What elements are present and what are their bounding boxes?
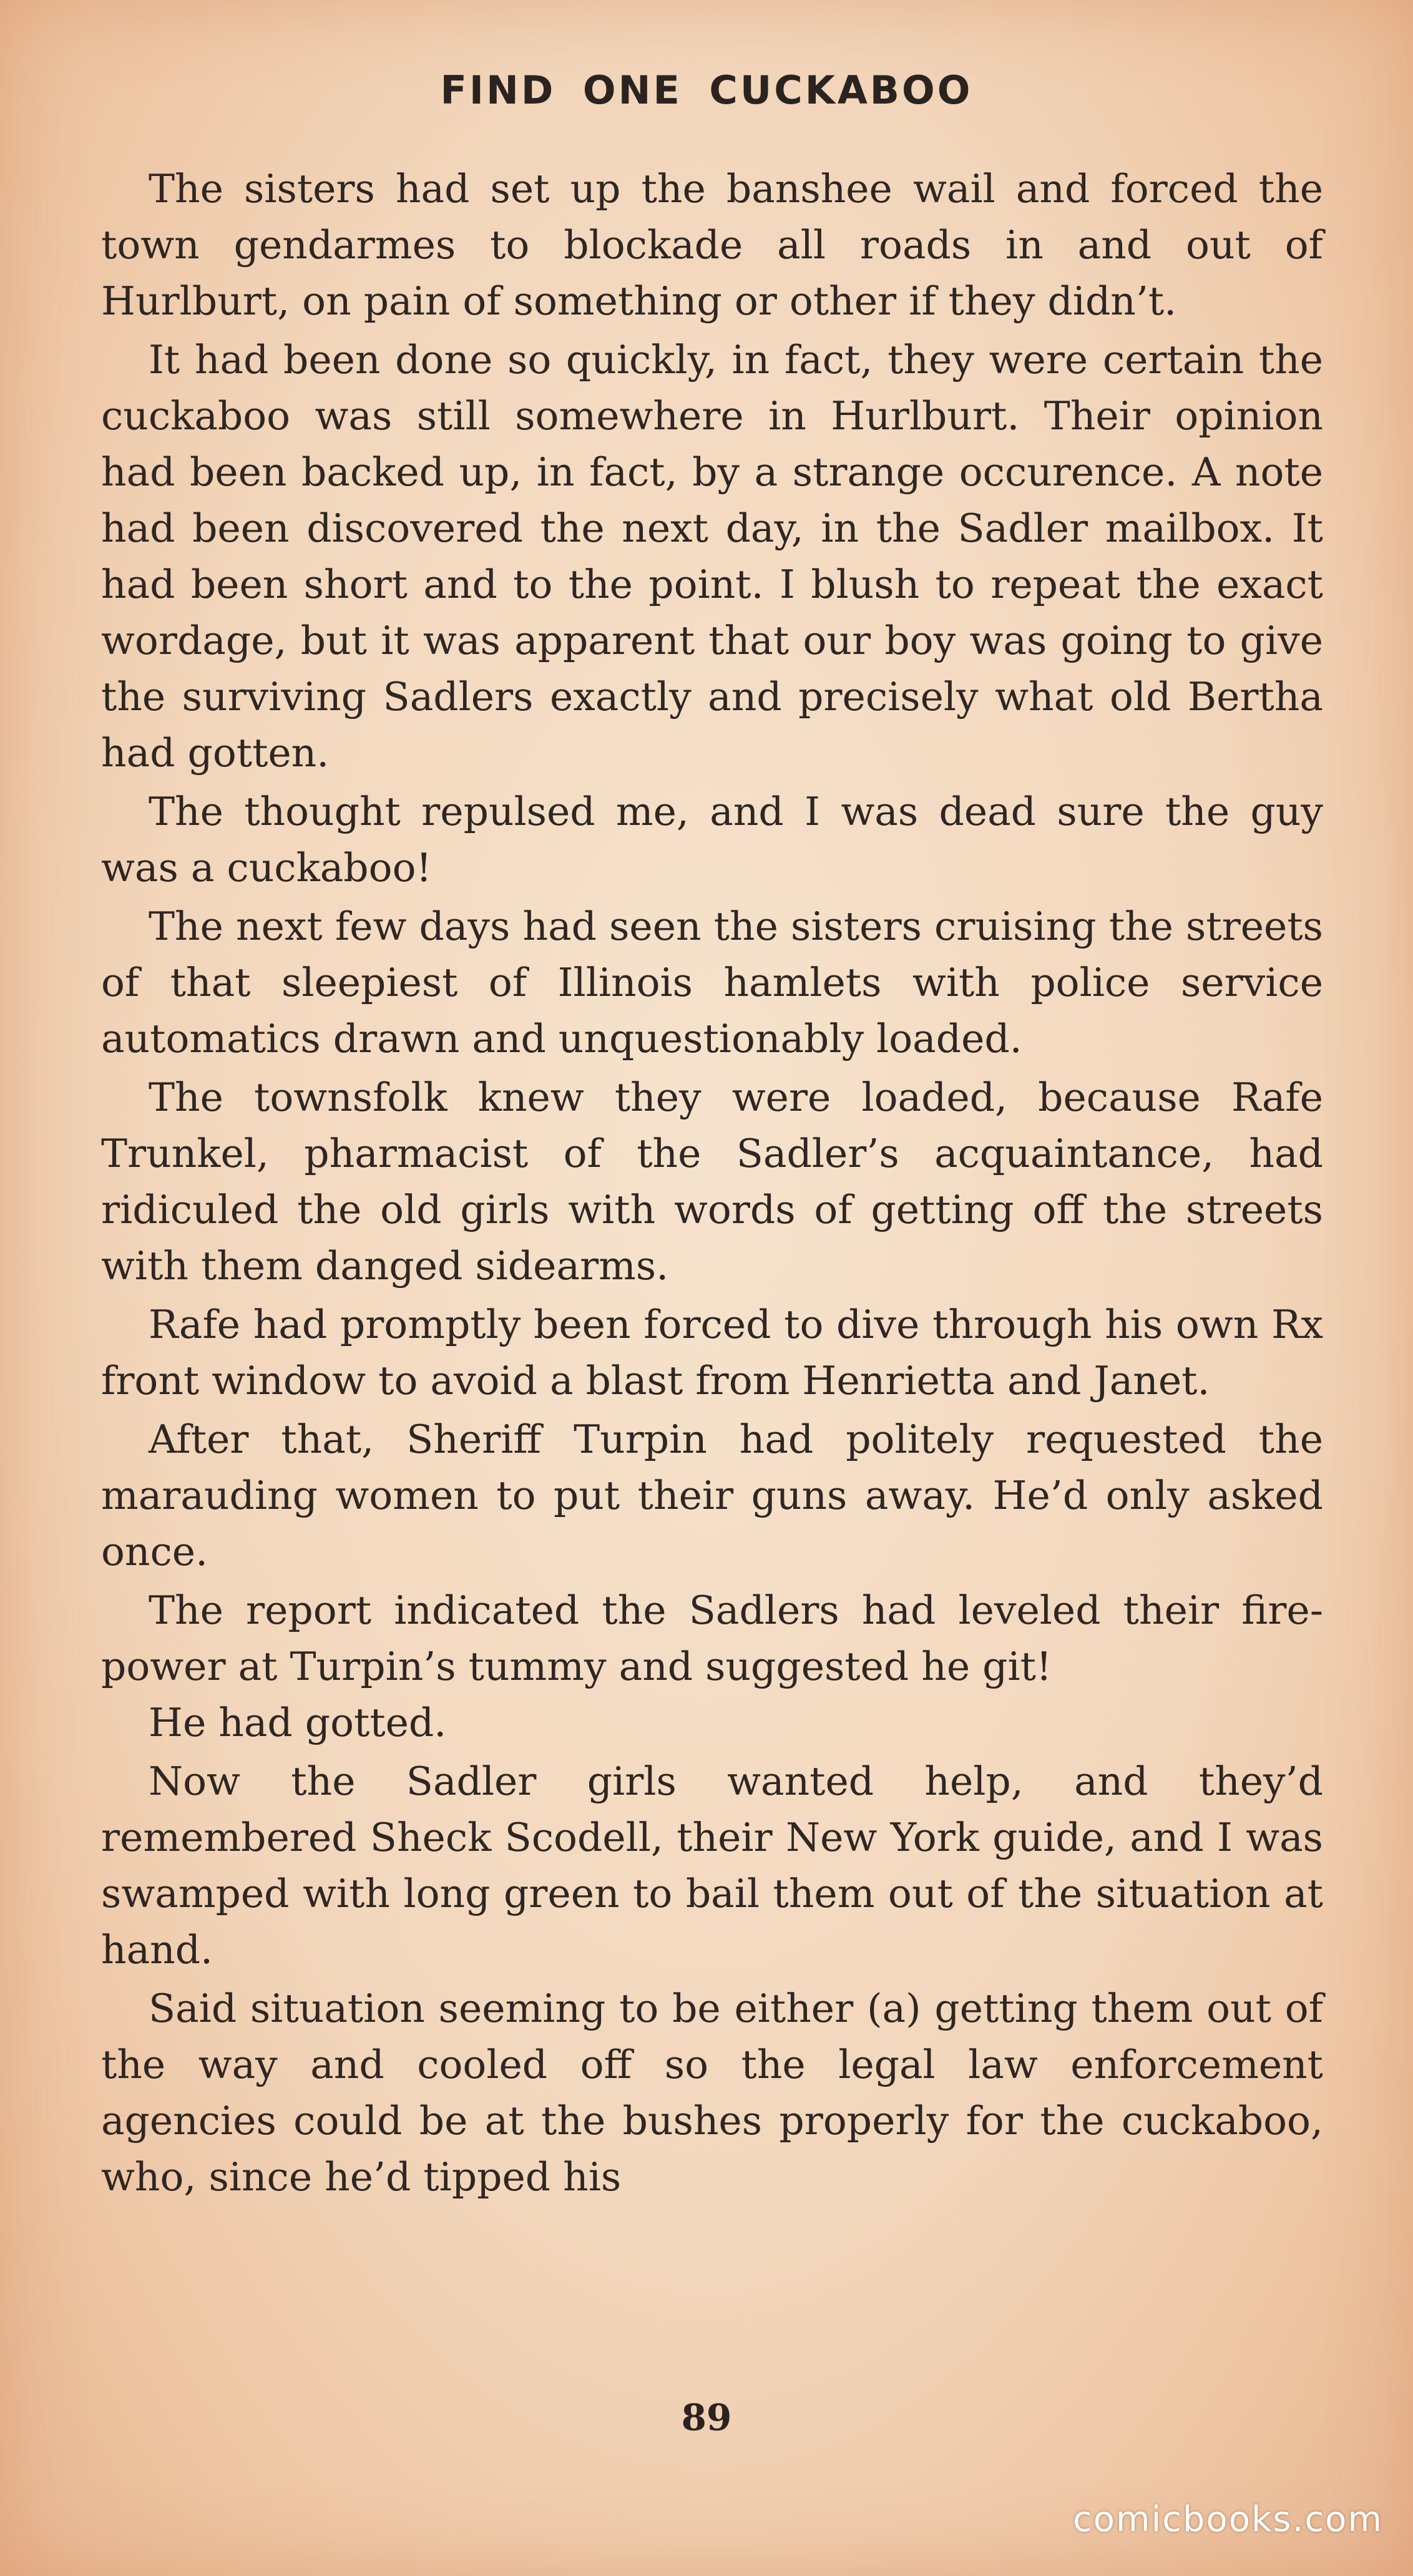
paragraph: He had gotted. (149, 1700, 447, 1745)
paragraph: The next few days had seen the sisters cruising the streets of that sleepiest of Illinois hamlets with police service automatics drawn and unquestionably loaded. (101, 904, 1323, 1061)
page-number: 89 (681, 2396, 732, 2439)
running-header: FIND ONE CUCKABOO (440, 67, 973, 113)
watermark: comicbooks.com (1072, 2499, 1383, 2540)
paragraph: After that, Sheriff Turpin had politely requested the marauding women to put their guns away. He’d only asked once. (101, 1417, 1323, 1574)
paragraph: The report indicated the Sadlers had leveled their fire-power at Turpin’s tummy and suggested he git! (101, 1588, 1323, 1689)
paragraph: Said situation seeming to be either (a) getting them out of the way and cooled off so the legal law enforcement agencies could be at the bushes properly for the cuckaboo, who, since he’d tipped his (101, 1986, 1323, 2200)
body-text (101, 161, 1323, 2208)
paragraph: The townsfolk knew they were loaded, because Rafe Trunkel, pharmacist of the Sadler’s acquaintance, had ridiculed the old girls with words of getting off the streets with them danged sidearms. (101, 1075, 1323, 1289)
paragraph: Now the Sadler girls wanted help, and they’d remembered Sheck Scodell, their New York guide, and I was swamped with long green to bail them out of the situation at hand. (101, 1759, 1323, 1973)
paragraph: It had been done so quickly, in fact, they were certain the cuckaboo was still somewhere in Hurlburt. Their opinion had been backed up, in fact, by a strange occurence. A note had been discovered the next day, in the Sadler mailbox. It had been short and to the point. I blush to repeat the exact wordage, but it was apparent that our boy was going to give the surviving Sadlers exactly and precisely what old Bertha had gotten. (101, 337, 1323, 776)
paragraph: The thought repulsed me, and I was dead sure the guy was a cuckaboo! (101, 789, 1323, 890)
paragraph: The sisters had set up the banshee wail and forced the town gendarmes to blockade all roads in and out of Hurlburt, on pain of something or other if they didn’t. (101, 166, 1323, 324)
paragraph: Rafe had promptly been forced to dive through his own Rx front window to avoid a blast from Henrietta and Janet. (101, 1302, 1323, 1403)
